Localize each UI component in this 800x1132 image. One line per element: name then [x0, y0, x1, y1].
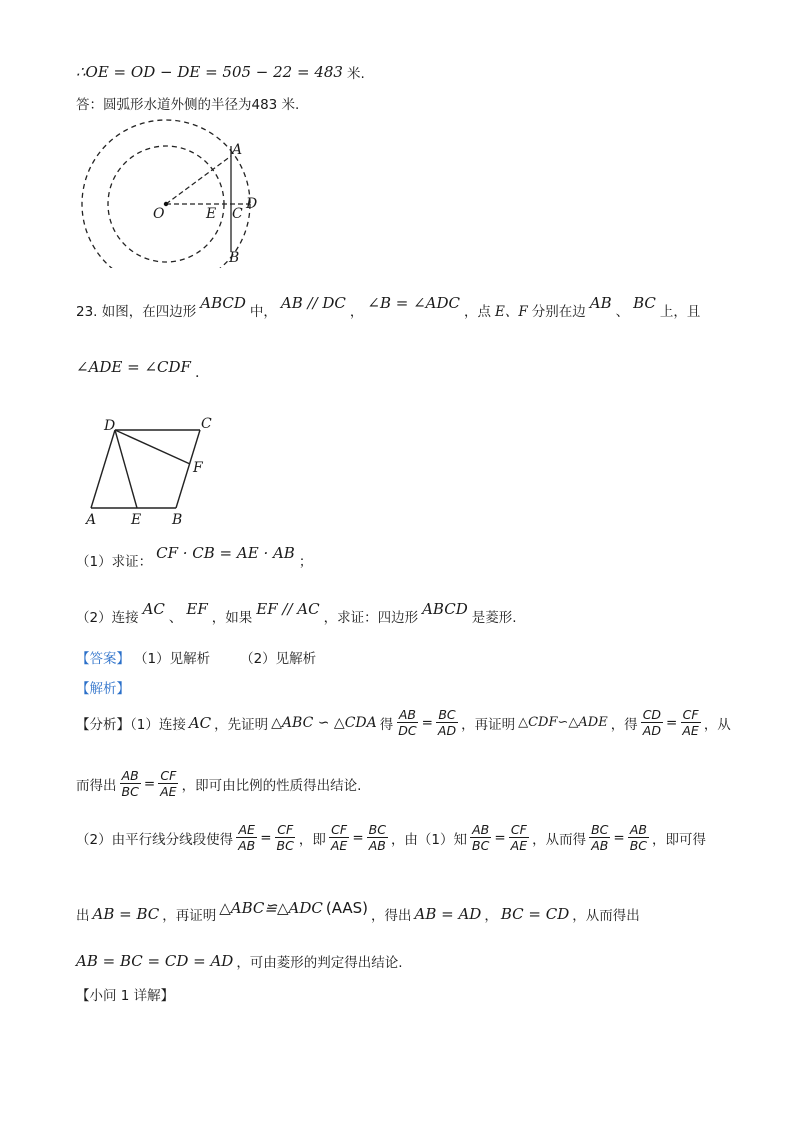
p2a-congruence: △ABC≌△ADC [219, 899, 323, 917]
equals: = [352, 829, 364, 846]
segment-de [115, 430, 137, 508]
p2a-ab-eq-ad: AB = AD [414, 905, 482, 923]
outer-circle [82, 120, 250, 268]
answer-line [76, 647, 316, 667]
equals: = [421, 714, 433, 731]
concentric-circles-figure [80, 118, 280, 268]
frac-cf-ae: $\frac{CF}{AE}$ [682, 707, 699, 738]
part2-tail: 是菱形. [471, 610, 517, 626]
q23-side-bc: BC [633, 294, 656, 312]
p2a-jike: ，即可得 [652, 831, 707, 848]
q23-abcd: ABCD [200, 294, 246, 312]
fenxi-xian: ，先证明 [214, 716, 269, 733]
p2a-dechu: ，得出 [371, 908, 412, 924]
q23-statement [76, 294, 701, 320]
fenxi-line1 [76, 707, 731, 738]
q23-dun: 、 [615, 304, 630, 320]
frac-bc-ab: $\frac{BC}{AB}$ [368, 822, 386, 853]
q23-points-ef: E、F [495, 304, 528, 320]
p2a-aas: (AAS) [325, 899, 369, 917]
p2a-ab-eq-bc: AB = BC [92, 905, 160, 923]
fenxi-tag: 【分析】（1）连接 [76, 716, 186, 733]
frac-cf-ae: $\frac{CF}{AE}$ [330, 822, 348, 853]
fenxi-similar-2: △CDF∽△ADE [518, 715, 608, 730]
part2-line [76, 600, 517, 626]
label-d: D [246, 196, 258, 212]
answer-tag: 【答案】 [76, 651, 130, 667]
p2a-bc-eq-cd: BC = CD [500, 905, 570, 923]
fenxi-line2 [76, 768, 361, 799]
q23-fenbie: 分别在边 [531, 304, 586, 320]
detail-tag: 【小问 1 详解】 [76, 988, 175, 1004]
equals: = [143, 775, 156, 792]
p2a-ji: ，即 [298, 831, 326, 848]
part1-line [76, 544, 313, 570]
q23-lead: 23. 如图，在四边形 [76, 304, 197, 320]
label-o: O [153, 206, 165, 222]
q23-ab-parallel-dc: AB // DC [280, 294, 346, 312]
frac-ab-dc: $\frac{AB}{DC}$ [398, 707, 417, 738]
fenxi-de: 得 [379, 716, 394, 733]
p2a-congdechu: ，从而得出 [572, 908, 640, 924]
frac-cf-ae: $\frac{CF}{AE}$ [160, 768, 177, 799]
quadrilateral-figure [80, 412, 230, 530]
label-b: B [172, 512, 183, 528]
frac-ab-bc: $\frac{AB}{BC}$ [121, 768, 139, 799]
frac-ae-ab: $\frac{AE}{AB}$ [238, 822, 256, 853]
fenxi-zai: ，再证明 [461, 716, 516, 733]
part2-analysis-line3 [76, 951, 403, 971]
label-c: C [201, 416, 212, 432]
q23-angle-condition: ∠B = ∠ADC [367, 294, 461, 312]
oe-unit: 米. [346, 66, 365, 82]
q23-zhong: 中， [249, 304, 277, 320]
label-f: F [193, 460, 203, 476]
part1-tail: ； [298, 554, 313, 570]
part2-dun: 、 [168, 610, 183, 626]
fenxi-ac: AC [188, 713, 212, 732]
p2a-all-equal: AB = BC = CD = AD [76, 952, 234, 970]
fenxi-similar-1: △ABC ∽ △CDA [271, 714, 377, 731]
part1-label: （1）求证： [76, 554, 153, 570]
frac-bc-ab: $\frac{BC}{AB}$ [591, 822, 609, 853]
answer-part2: （2）见解析 [240, 651, 317, 667]
frac-cf-ae: $\frac{CF}{AE}$ [510, 822, 528, 853]
label-a: A [86, 512, 97, 528]
q23-dian: ，点 [464, 304, 492, 320]
oe-equation: ∴OE = OD − DE = 505 − 22 = 483 [76, 63, 343, 81]
p2a-congerde: ，从而得 [532, 831, 587, 848]
frac-bc-ad: $\frac{BC}{AD}$ [437, 707, 457, 738]
part2-ef-parallel-ac: EF // AC [256, 600, 320, 618]
p2a-lead: （2）由平行线分线段使得 [76, 831, 234, 848]
p2a-zaizheng: ，再证明 [162, 908, 217, 924]
part2-analysis-line1 [76, 822, 706, 853]
p2a-chu: 出 [76, 908, 90, 924]
q23-period: . [194, 365, 200, 381]
frac-ab-bc: $\frac{AB}{BC}$ [629, 822, 648, 853]
frac-ab-bc: $\frac{AB}{BC}$ [472, 822, 490, 853]
equals: = [260, 829, 272, 846]
part2-qiuzheng: ，求证：四边形 [323, 610, 419, 626]
q23-angle-line [76, 358, 200, 381]
p2a-comma: ， [484, 908, 498, 924]
q23-side-ab: AB [589, 294, 612, 312]
q23-shangqie: 上，且 [659, 304, 701, 320]
answer-radius-line [76, 93, 299, 113]
q23-angle-ade-cdf: ∠ADE = ∠CDF [76, 358, 191, 376]
part2-analysis-line2 [76, 899, 640, 924]
answer-radius-text: 答：圆弧形水道外侧的半径为483 米. [76, 97, 300, 113]
part2-label: （2）连接 [76, 610, 139, 626]
equals: = [494, 829, 506, 846]
segment-oa [166, 156, 231, 204]
detail-heading [76, 984, 174, 1004]
label-a: A [232, 142, 243, 158]
p2a-you: ，由（1）知 [390, 831, 468, 848]
label-b: B [229, 250, 240, 266]
label-d: D [104, 418, 116, 434]
jiexi-tag: 【解析】 [76, 681, 130, 697]
equals: = [666, 714, 678, 731]
jiexi-line [76, 677, 130, 697]
oe-line [76, 62, 365, 82]
frac-cd-ad: $\frac{CD}{AD}$ [642, 707, 662, 738]
q23-comma: ， [349, 304, 364, 320]
part1-expression: CF · CB = AE · AB [156, 544, 295, 562]
fenxi-line2-lead: 而得出 [76, 777, 117, 794]
label-e: E [131, 512, 142, 528]
answer-part1: （1）见解析 [134, 651, 211, 667]
fenxi-cong: ，从 [703, 716, 731, 733]
fenxi-de2: ，得 [610, 716, 638, 733]
part2-ac: AC [142, 600, 165, 618]
segment-df [115, 430, 190, 464]
equals: = [613, 829, 625, 846]
part2-ruguo: ，如果 [211, 610, 253, 626]
label-e: E [206, 206, 217, 222]
frac-cf-bc: $\frac{CF}{BC}$ [276, 822, 294, 853]
part2-abcd: ABCD [422, 600, 468, 618]
part2-ef: EF [186, 600, 208, 618]
side-ad [91, 430, 115, 508]
fenxi-line2-tail: ，即可由比例的性质得出结论. [181, 777, 362, 794]
p2a-final: ，可由菱形的判定得出结论. [236, 955, 403, 971]
label-c: C [232, 206, 243, 222]
